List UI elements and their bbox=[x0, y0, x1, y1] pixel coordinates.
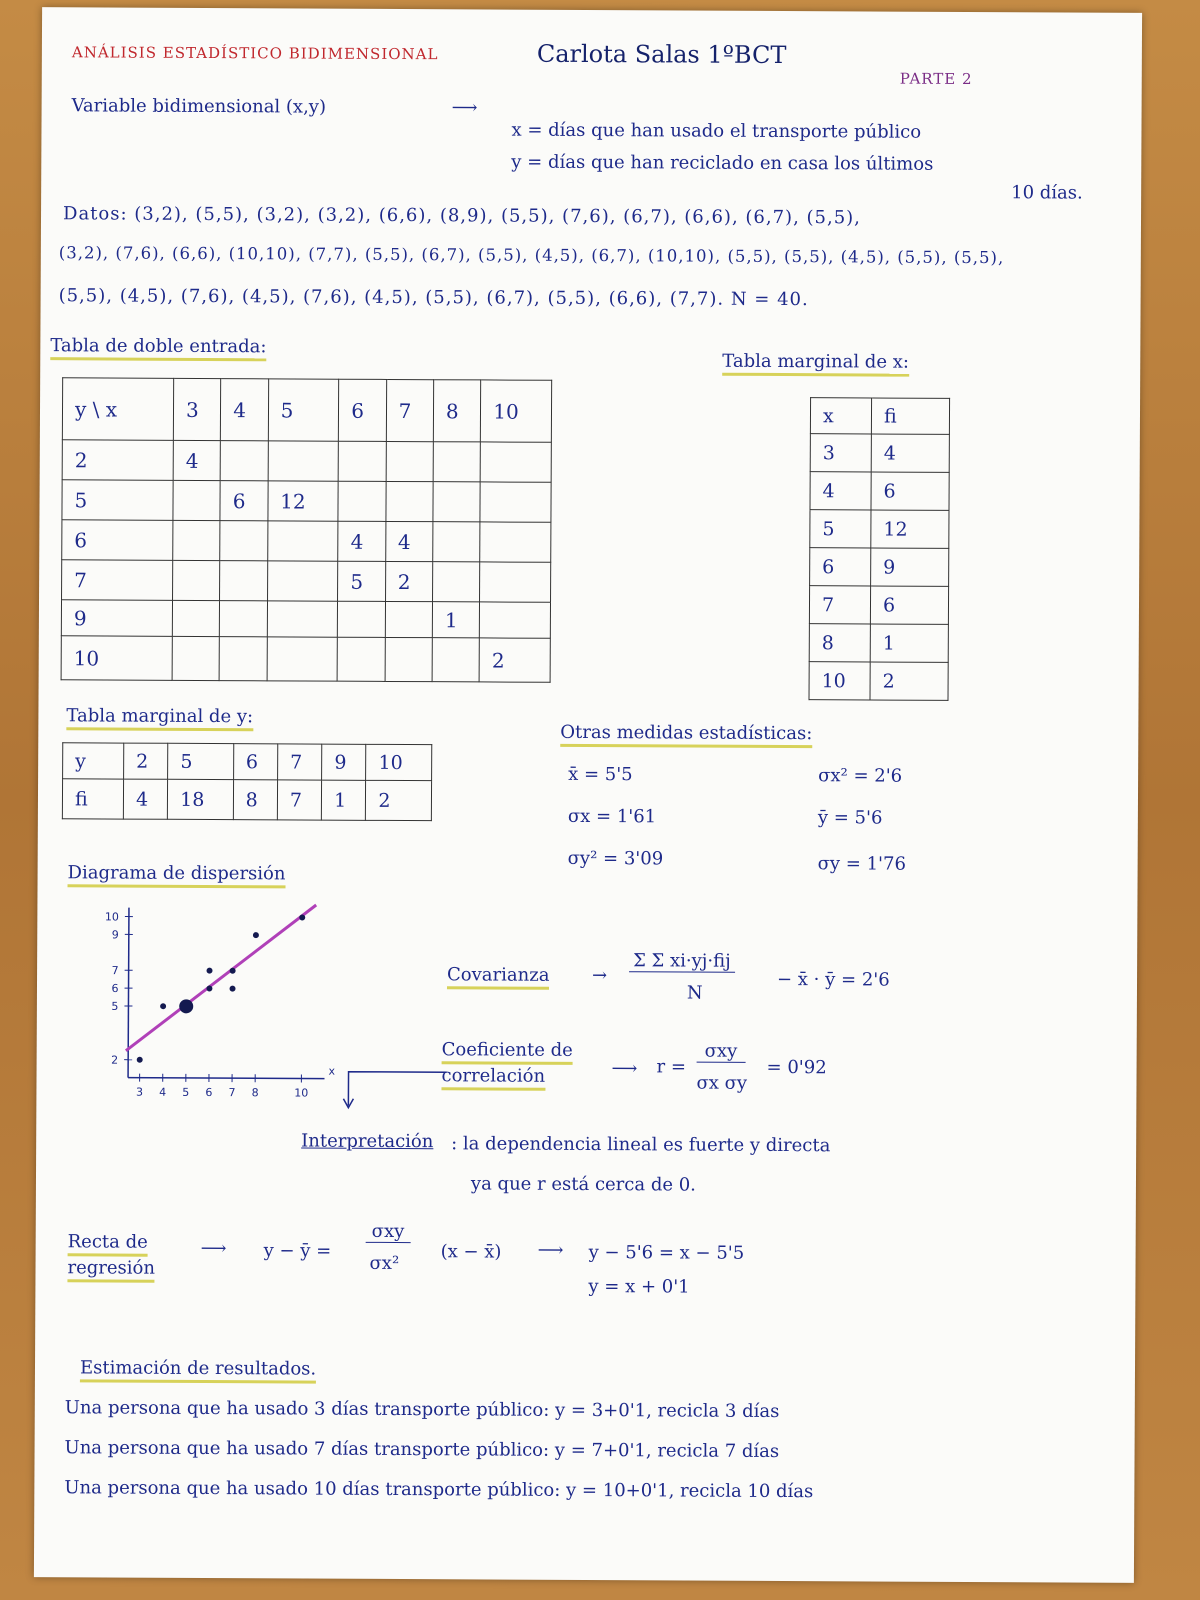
table-row: y 2 5 6 7 9 10 bbox=[63, 743, 432, 781]
table-cell bbox=[220, 521, 268, 561]
variance-y: σy² = 3'09 bbox=[567, 847, 664, 870]
table-cell bbox=[480, 442, 551, 482]
r-symbol: r = bbox=[656, 1056, 687, 1078]
table-cell bbox=[480, 522, 551, 562]
table-cell: 4 bbox=[173, 440, 221, 480]
table-cell bbox=[338, 481, 386, 521]
table-cell bbox=[268, 441, 339, 481]
arrow-glyph: ⟶ bbox=[611, 1058, 638, 1080]
table-cell bbox=[173, 480, 221, 520]
x-tick-label: 5 bbox=[182, 1085, 190, 1099]
x-header: 5 bbox=[268, 379, 339, 441]
table-row bbox=[62, 480, 551, 523]
estimation-line: Una persona que ha usado 7 días transporte público: y = 7+0'1, recicla 7 días bbox=[64, 1437, 780, 1463]
table-cell bbox=[432, 562, 480, 602]
arrow-glyph: → bbox=[591, 965, 608, 987]
data-point bbox=[179, 999, 193, 1013]
corner-arrow bbox=[336, 1064, 456, 1115]
table-cell: 1 bbox=[432, 602, 480, 638]
data-point bbox=[230, 986, 236, 992]
x-axis bbox=[128, 1078, 324, 1079]
double-table-title: Tabla de doble entrada: bbox=[50, 335, 266, 361]
table-cell bbox=[480, 482, 551, 522]
regression-numerator: σxy bbox=[366, 1221, 411, 1243]
correlation-label-1: Coeficiente de bbox=[442, 1039, 573, 1065]
table-cell bbox=[480, 602, 551, 638]
table-cell bbox=[173, 520, 221, 560]
data-point bbox=[206, 986, 212, 992]
table-cell bbox=[433, 442, 481, 482]
variable-label: Variable bidimensional (x,y) bbox=[71, 95, 327, 118]
regression-label-2: regresión bbox=[67, 1257, 155, 1282]
regression-line bbox=[126, 904, 316, 1052]
table-cell: 4 bbox=[385, 521, 433, 561]
table-cell: 12 bbox=[268, 481, 339, 521]
table-row bbox=[61, 636, 550, 683]
table-row bbox=[61, 600, 550, 639]
covariance-numerator: Σ Σ xi·yj·fij bbox=[629, 950, 735, 973]
fi-row-header: fi bbox=[62, 779, 123, 819]
x-tick-label: 8 bbox=[251, 1086, 259, 1100]
table-row: 6 9 bbox=[810, 548, 949, 587]
table-row: 4 6 bbox=[810, 472, 949, 511]
table-cell bbox=[480, 562, 551, 602]
table-cell bbox=[267, 561, 338, 601]
estimation-line: Una persona que ha usado 10 días transporte público: y = 10+0'1, recicla 10 días bbox=[64, 1477, 814, 1503]
table-cell bbox=[172, 636, 220, 680]
estimation-line: Una persona que ha usado 3 días transporte público: y = 3+0'1, recicla 3 días bbox=[64, 1397, 780, 1423]
x-definition: x = días que han usado el transporte público bbox=[511, 119, 922, 143]
x-tick-label: 10 bbox=[294, 1086, 309, 1100]
y-tick-label: 10 bbox=[104, 910, 119, 924]
table-cell bbox=[219, 637, 267, 681]
table-corner: y \ x bbox=[62, 378, 173, 441]
data-line-1: Datos: (3,2), (5,5), (3,2), (3,2), (6,6), (8,9), (5,5), (7,6), (6,7), (6,6), (6,7), (5,5), bbox=[62, 203, 861, 229]
table-cell: 2 bbox=[385, 561, 433, 601]
y-tick-label: 6 bbox=[111, 982, 119, 996]
y-tick-label: 9 bbox=[111, 928, 119, 942]
stats-title: Otras medidas estadísticas: bbox=[560, 722, 812, 748]
interpretation-line-2: ya que r está cerca de 0. bbox=[470, 1173, 696, 1196]
marginal-x-table bbox=[808, 397, 950, 701]
scatter-plot bbox=[64, 897, 335, 1108]
x-tick-label: 6 bbox=[205, 1086, 213, 1100]
data-point bbox=[230, 968, 236, 974]
estimation-title: Estimación de resultados. bbox=[80, 1357, 316, 1383]
x-tick-label: 3 bbox=[136, 1085, 144, 1099]
data-point bbox=[253, 932, 259, 938]
y-tick-label: 2 bbox=[111, 1053, 119, 1067]
y-value: 7 bbox=[62, 560, 173, 601]
x-column-header: x bbox=[810, 398, 871, 434]
table-cell bbox=[433, 522, 481, 562]
table-cell bbox=[172, 600, 220, 636]
table-cell bbox=[338, 441, 386, 481]
data-line-2: (3,2), (7,6), (6,6), (10,10), (7,7), (5,5), (6,7), (5,5), (4,5), (6,7), (10,10), (5,5), (5,5), (4,5), (5,5), (5,5), bbox=[58, 243, 1005, 268]
double-entry-table bbox=[61, 377, 553, 683]
table-cell: 4 bbox=[338, 521, 386, 561]
part-label: PARTE 2 bbox=[899, 69, 973, 89]
regression-result-1: y − 5'6 = x − 5'5 bbox=[588, 1242, 745, 1264]
x-header: 8 bbox=[433, 380, 481, 442]
table-cell bbox=[385, 601, 433, 637]
table-header-row bbox=[62, 378, 551, 443]
covariance-label: Covarianza bbox=[447, 964, 550, 990]
sd-x: σx = 1'61 bbox=[567, 805, 657, 828]
marginal-x-title: Tabla marginal de x: bbox=[722, 351, 909, 377]
data-point bbox=[299, 914, 305, 920]
table-cell bbox=[267, 521, 338, 561]
table-cell: 2 bbox=[479, 638, 550, 682]
table-cell bbox=[386, 441, 434, 481]
mean-x: x̄ = 5'5 bbox=[568, 763, 633, 786]
table-cell bbox=[173, 560, 221, 600]
correlation-result: = 0'92 bbox=[766, 1056, 827, 1079]
x-header: 6 bbox=[339, 379, 387, 441]
paper-sheet bbox=[34, 7, 1142, 1583]
table-row: 3 4 bbox=[810, 434, 949, 473]
x-tick-label: 4 bbox=[159, 1085, 167, 1099]
table-cell bbox=[433, 482, 481, 522]
table-row: 10 2 bbox=[809, 662, 948, 701]
document-title: ANÁLISIS ESTADÍSTICO BIDIMENSIONAL bbox=[71, 43, 439, 64]
table-cell bbox=[267, 637, 338, 681]
correlation-label-2: correlación bbox=[441, 1065, 545, 1091]
y-axis bbox=[128, 908, 129, 1078]
mean-y: ȳ = 5'6 bbox=[817, 807, 883, 829]
y-tick-label: 5 bbox=[111, 999, 119, 1013]
author-name: Carlota Salas 1ºBCT bbox=[536, 39, 787, 70]
covariance-denominator: N bbox=[686, 982, 703, 1004]
interpretation-line-1: : la dependencia lineal es fuerte y directa bbox=[451, 1133, 831, 1157]
data-point bbox=[160, 1003, 166, 1009]
table-cell bbox=[338, 601, 386, 637]
marginal-y-title: Tabla marginal de y: bbox=[66, 705, 253, 731]
y-definition: y = días que han reciclado en casa los últimos bbox=[511, 151, 934, 175]
table-row bbox=[62, 440, 551, 483]
table-cell bbox=[385, 637, 433, 681]
table-row: 5 12 bbox=[810, 510, 949, 549]
table-row: 7 6 bbox=[809, 586, 948, 625]
x-axis-label: x bbox=[328, 1064, 336, 1078]
table-cell bbox=[337, 637, 385, 681]
sd-y: σy = 1'76 bbox=[817, 853, 906, 875]
x-tick-label: 7 bbox=[228, 1086, 236, 1100]
y-tick-label: 7 bbox=[111, 964, 119, 978]
fi-column-header: fi bbox=[871, 398, 949, 434]
table-cell bbox=[267, 601, 338, 637]
correlation-numerator: σxy bbox=[697, 1041, 746, 1063]
regression-label-1: Recta de bbox=[68, 1231, 148, 1256]
y-value: 5 bbox=[62, 480, 173, 521]
y-row-header: y bbox=[63, 743, 124, 779]
regression-denominator: σx² bbox=[369, 1252, 400, 1275]
data-point bbox=[137, 1057, 143, 1063]
x-header: 4 bbox=[221, 379, 269, 441]
table-row bbox=[62, 560, 551, 603]
x-header: 10 bbox=[481, 380, 552, 442]
table-cell bbox=[386, 481, 434, 521]
table-cell bbox=[220, 441, 268, 481]
y-value: 2 bbox=[62, 440, 173, 481]
y-definition-cont: 10 días. bbox=[1011, 182, 1083, 204]
correlation-denominator: σx σy bbox=[696, 1072, 748, 1094]
scatter-title: Diagrama de dispersión bbox=[68, 862, 286, 888]
table-row: 8 1 bbox=[809, 624, 948, 663]
table-cell bbox=[220, 601, 268, 637]
table-row bbox=[62, 520, 551, 563]
y-value: 9 bbox=[61, 600, 172, 637]
regression-result-2: y = x + 0'1 bbox=[588, 1276, 690, 1298]
arrow-glyph: ⟶ bbox=[200, 1237, 227, 1260]
table-row: fi 4 18 8 7 1 2 bbox=[62, 779, 431, 821]
y-value: 6 bbox=[62, 520, 173, 561]
table-cell bbox=[432, 638, 480, 682]
regression-lhs: y − ȳ = bbox=[263, 1240, 332, 1262]
y-value: 10 bbox=[61, 636, 172, 681]
data-point bbox=[207, 968, 213, 974]
arrow-glyph: ⟶ bbox=[451, 97, 478, 119]
variance-x: σx² = 2'6 bbox=[818, 765, 903, 787]
marginal-y-table bbox=[62, 742, 432, 821]
interpretation-label: Interpretación bbox=[301, 1130, 434, 1153]
data-line-3: (5,5), (4,5), (7,6), (4,5), (7,6), (4,5), (5,5), (6,7), (5,5), (6,6), (7,7). N = 40. bbox=[58, 285, 809, 311]
arrow-glyph: ⟶ bbox=[537, 1239, 564, 1261]
table-header-row bbox=[810, 398, 949, 435]
table-cell: 5 bbox=[338, 561, 386, 601]
table-cell: 6 bbox=[220, 481, 268, 521]
covariance-rest: − x̄ · ȳ = 2'6 bbox=[776, 968, 890, 991]
x-header: 3 bbox=[173, 378, 221, 440]
table-cell bbox=[220, 561, 268, 601]
x-header: 7 bbox=[386, 379, 434, 441]
regression-rhs: (x − x̄) bbox=[440, 1241, 502, 1263]
